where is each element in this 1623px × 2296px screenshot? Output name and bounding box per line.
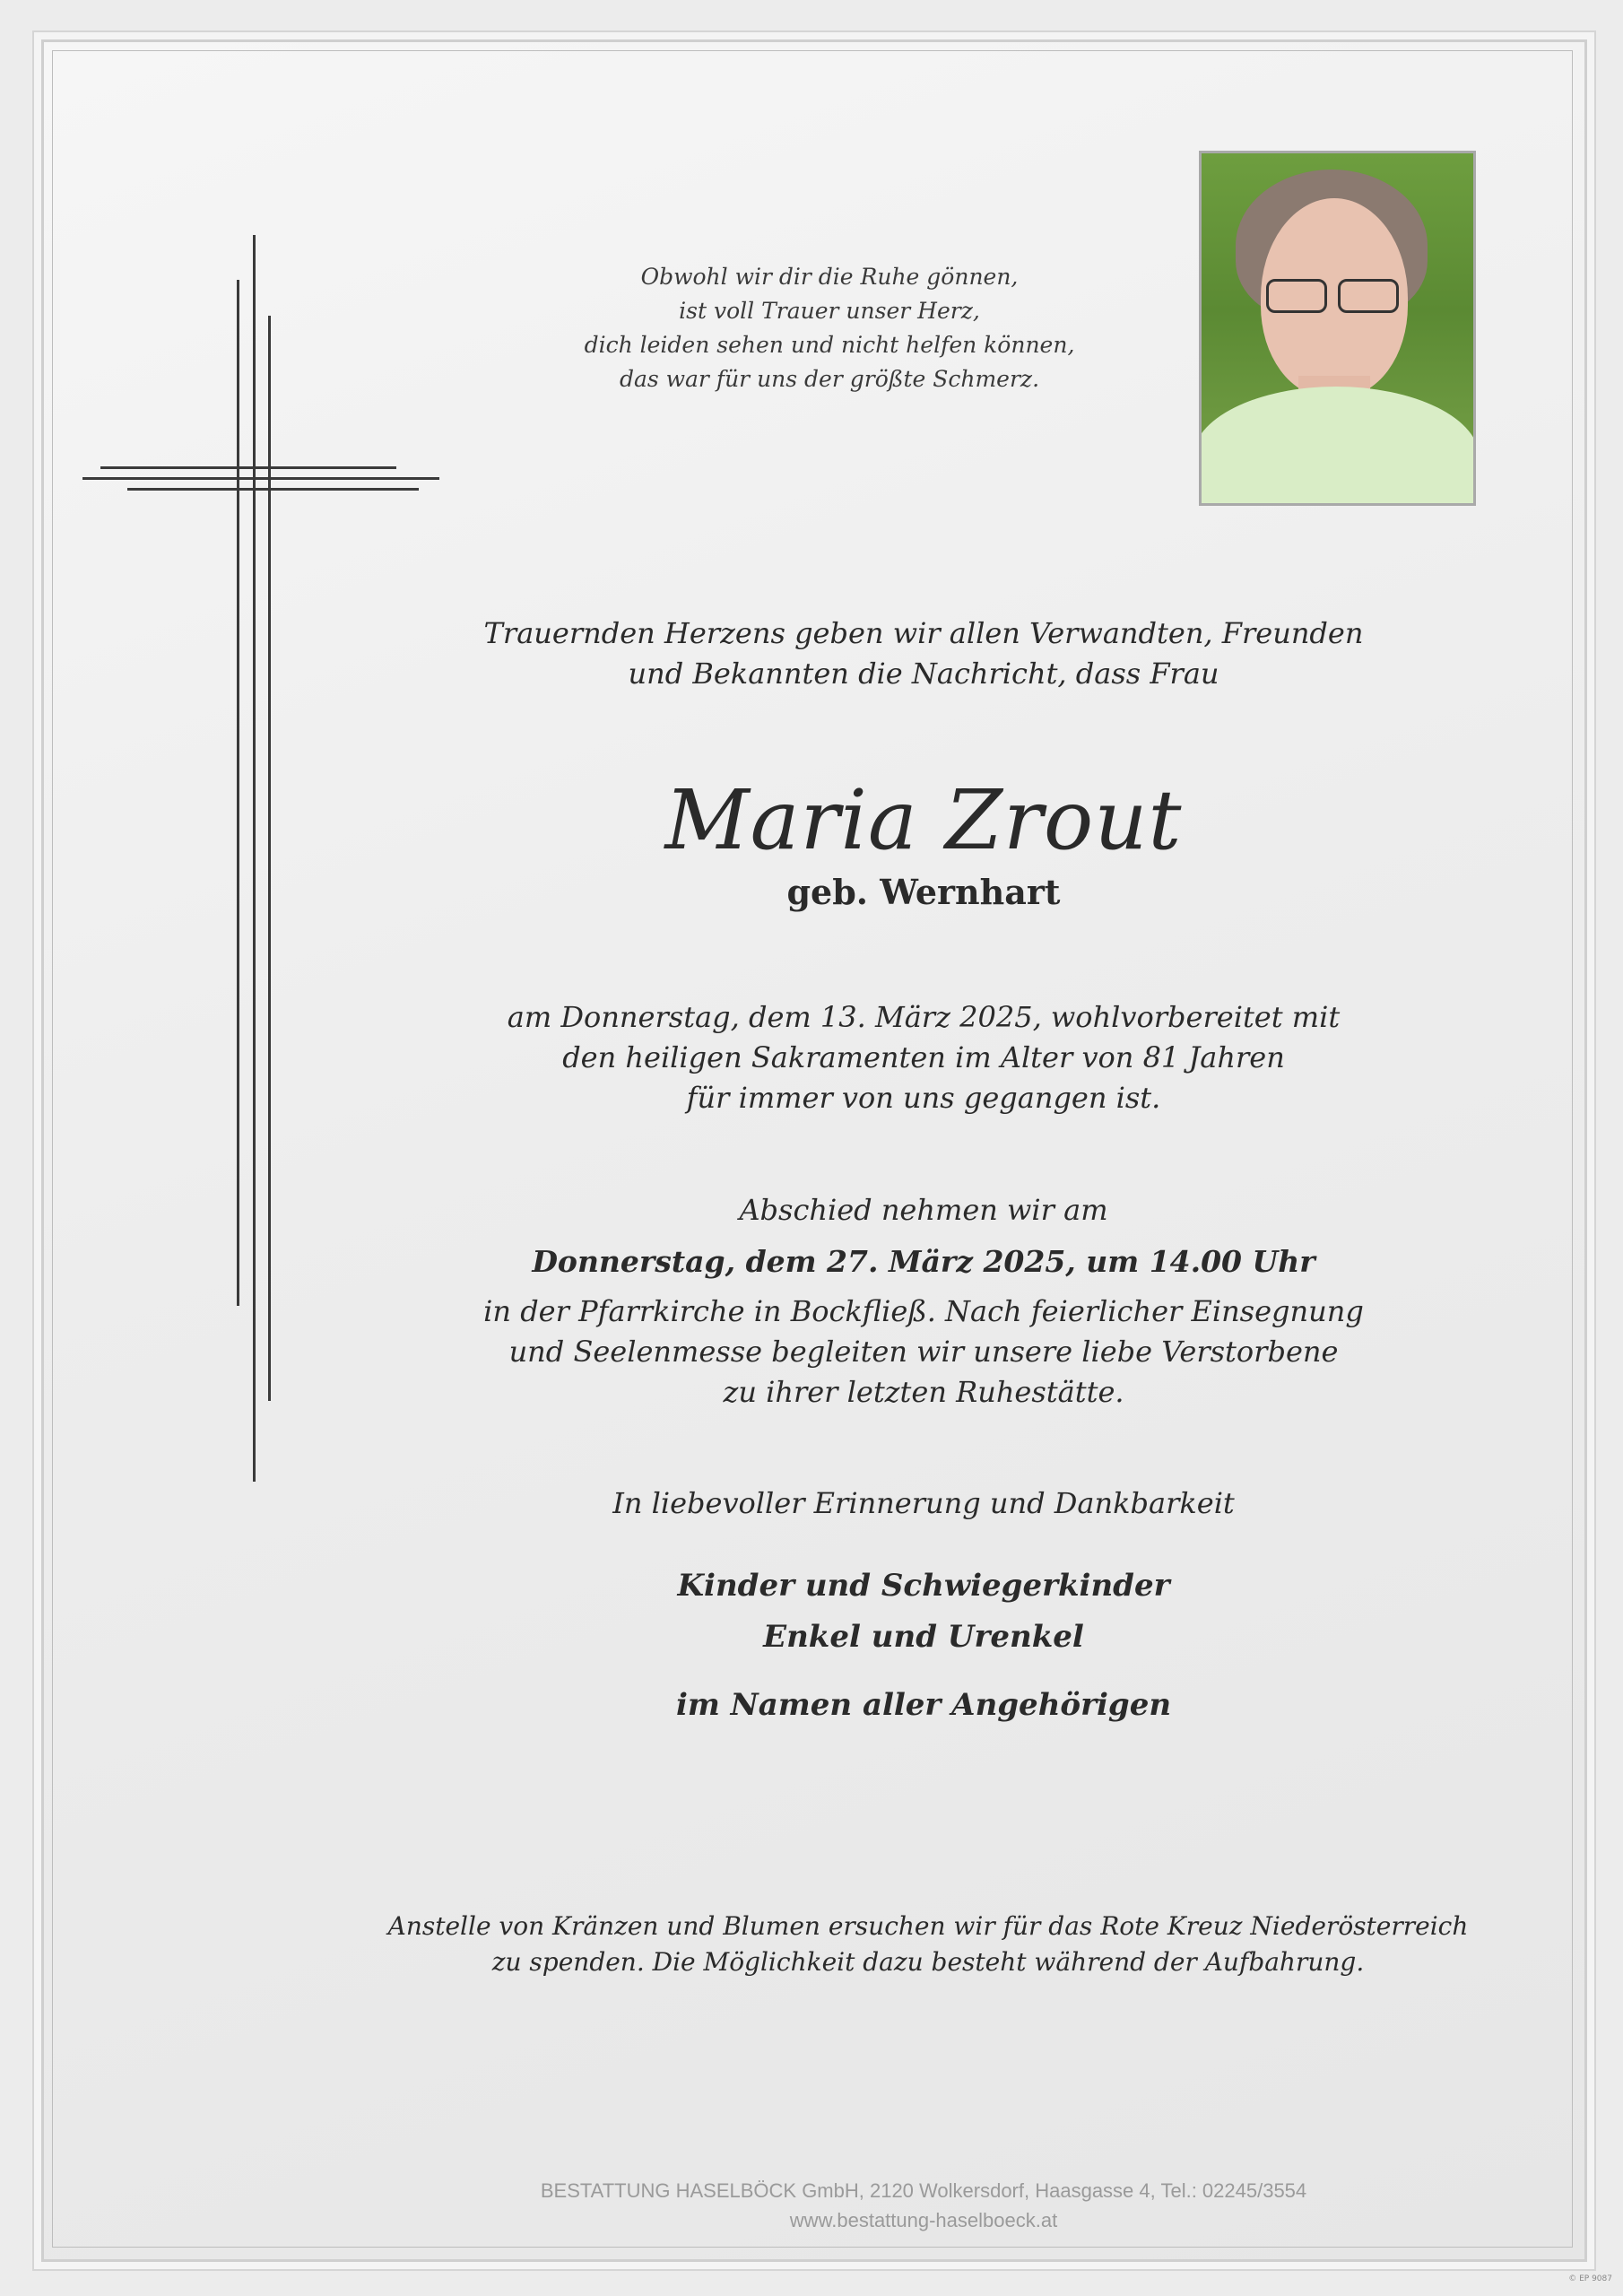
maiden-name: geb. Wernhart [786,872,1061,912]
footer-address: BESTATTUNG HASELBÖCK GmbH, 2120 Wolkersdorf, Haasgasse 4, Tel.: 02245/3554 [540,2179,1307,2202]
farewell-line: und Seelenmesse begleiten wir unsere liebe Verstorbene [508,1335,1339,1369]
death-notice [430,997,1417,1118]
donation-line: Anstelle von Kränzen und Blumen ersuchen wir für das Rote Kreuz Niederösterreich [387,1911,1469,1941]
farewell-date: Donnerstag, dem 27. März 2025, um 14.00 Uhr [532,1244,1315,1279]
donation-note [359,1909,1497,1980]
quote-line: Obwohl wir dir die Ruhe gönnen, [640,264,1019,290]
announcement-intro [430,613,1417,694]
intro-line: Trauernden Herzens geben wir allen Verwandten, Freunden [483,616,1364,650]
donation-line: zu spenden. Die Möglichkeit dazu besteht während der Aufbahrung. [491,1947,1365,1977]
cross-icon [82,235,439,1482]
family-line: Enkel und Urenkel [763,1619,1084,1655]
imprint-mark: © EP 9087 [1568,2274,1612,2283]
family-line: Kinder und Schwiegerkinder [677,1568,1170,1604]
deceased-name: Maria Zrout [664,772,1183,868]
death-line: am Donnerstag, dem 13. März 2025, wohlvorbereitet mit [507,1000,1341,1034]
funeral-home-footer [430,2176,1417,2235]
quote-line: dich leiden sehen und nicht helfen können, [584,332,1075,358]
memory-line: In liebevoller Erinnerung und Dankbarkeit [612,1486,1235,1520]
death-line: den heiligen Sakramenten im Alter von 81 Jahren [562,1040,1285,1074]
farewell-intro: Abschied nehmen wir am [739,1193,1108,1227]
death-line: für immer von uns gegangen ist. [686,1081,1161,1115]
farewell-line: in der Pfarrkirche in Bockfließ. Nach feierlicher Einsegnung [483,1294,1364,1328]
intro-line: und Bekannten die Nachricht, dass Frau [628,657,1219,691]
footer-website: www.bestattung-haselboeck.at [789,2209,1058,2231]
portrait-photo [1199,151,1476,506]
farewell-details [430,1292,1417,1413]
quote-line: ist voll Trauer unser Herz, [679,298,980,324]
farewell-line: zu ihrer letzten Ruhestätte. [723,1375,1124,1409]
family-line: im Namen aller Angehörigen [675,1687,1172,1723]
memorial-quote [538,260,1121,396]
quote-line: das war für uns der größte Schmerz. [619,366,1040,392]
